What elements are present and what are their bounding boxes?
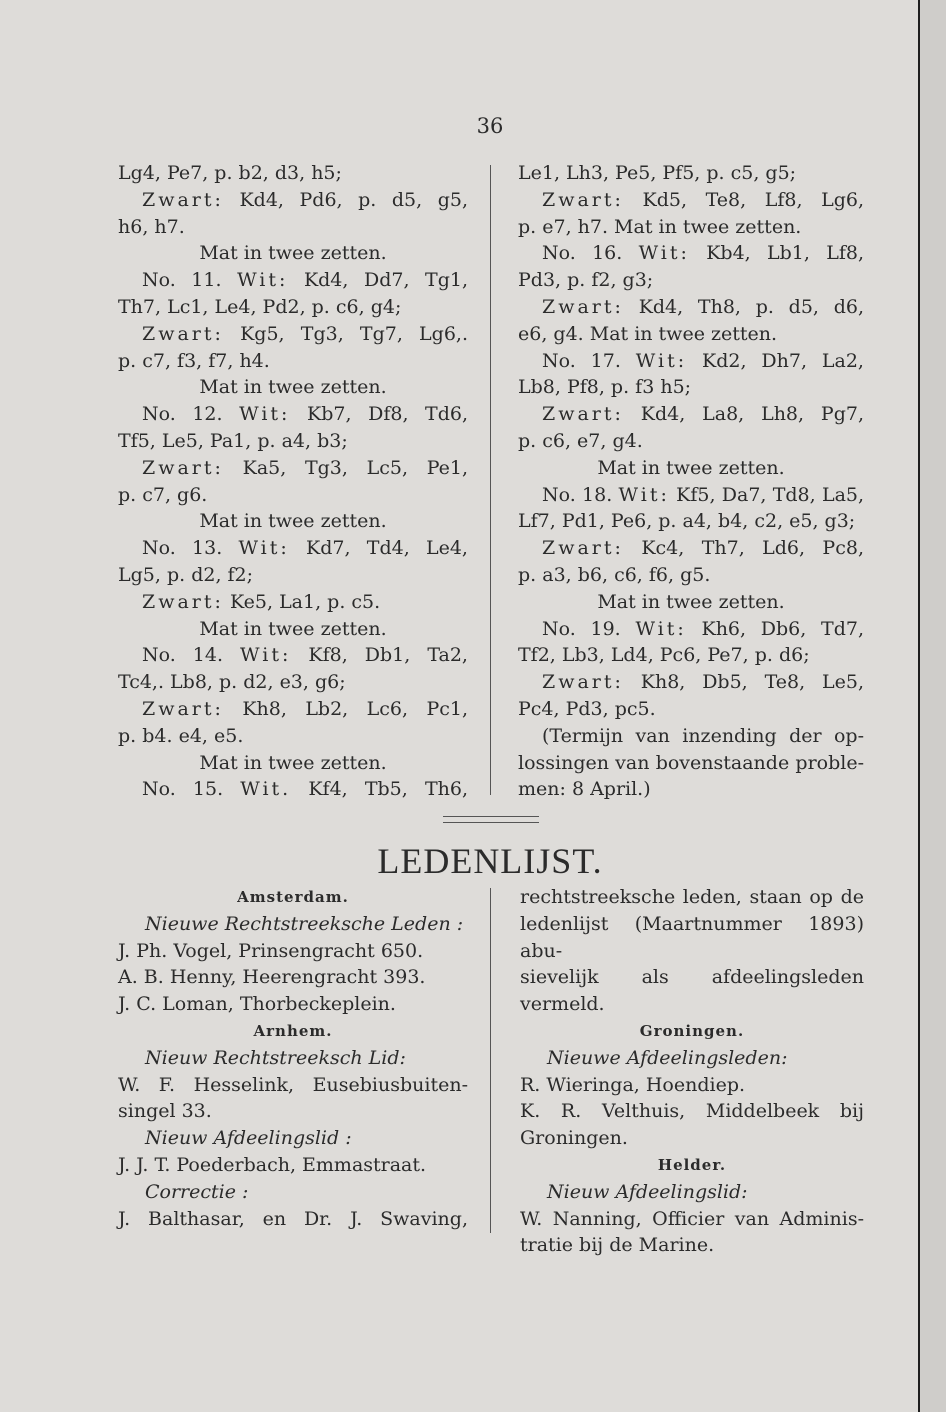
text-line <box>118 911 468 938</box>
line-text: Groningen. <box>520 1127 628 1150</box>
white-pieces: Kf5, Da7, Td8, La5, <box>676 483 865 506</box>
line-text: Mat in twee zetten. <box>199 751 387 774</box>
text-line <box>520 1098 864 1125</box>
line-text: tratie bij de Marine. <box>520 1234 715 1257</box>
line-text: Nieuwe Afdeelingsleden: <box>547 1046 788 1069</box>
line-text: Arnhem. <box>253 1021 333 1040</box>
chess-problems-left-column <box>118 160 468 803</box>
line-text: Lb8, Pf8, p. f3 h5; <box>518 376 692 399</box>
text-line <box>118 482 468 509</box>
line-text: sievelijk als afdeelingsleden vermeld. <box>520 966 864 1016</box>
text-line <box>518 776 864 803</box>
text-line <box>520 884 864 911</box>
text-line <box>118 348 468 375</box>
text-line <box>118 240 468 267</box>
white-label: Wit: <box>237 269 289 292</box>
text-line <box>118 401 468 428</box>
text-line <box>520 1206 864 1233</box>
black-pieces: Kd4, Th8, p. d5, d6, <box>638 295 865 318</box>
text-line <box>118 535 468 562</box>
text-line <box>118 562 468 589</box>
text-line <box>518 160 864 187</box>
white-pieces: Kf8, Db1, Ta2, <box>308 644 468 667</box>
text-line <box>518 750 864 777</box>
text-line <box>118 964 468 991</box>
white-label: Wit. <box>240 778 292 801</box>
line-text: p. b4. e4, e5. <box>118 724 244 747</box>
black-label: Zwart: <box>542 295 624 318</box>
text-line <box>518 696 864 723</box>
line-text: Mat in twee zetten. <box>199 617 387 640</box>
line-text: Lg4, Pe7, p. b2, d3, h5; <box>118 162 342 184</box>
text-line <box>520 1152 864 1179</box>
text-line <box>518 508 864 535</box>
line-text: No. 19. <box>542 617 621 640</box>
text-line <box>520 964 864 1018</box>
line-text: p. c6, e7, g4. <box>518 429 643 452</box>
text-line <box>118 589 468 616</box>
text-line <box>518 267 864 294</box>
white-label: Wit: <box>618 483 670 506</box>
line-text: W. F. Hesselink, Eusebiusbuiten- <box>118 1073 468 1096</box>
text-line <box>518 589 864 616</box>
black-label: Zwart: <box>542 671 624 694</box>
line-text: No. 16. <box>542 242 623 265</box>
line-text: p. e7, h7. Mat in twee zetten. <box>518 215 802 238</box>
line-text: Lg5, p. d2, f2; <box>118 563 254 586</box>
line-text: Tf2, Lb3, Ld4, Pc6, Pe7, p. d6; <box>518 644 810 667</box>
white-pieces: Kd7, Td4, Le4, <box>306 537 468 560</box>
black-label: Zwart: <box>542 188 624 211</box>
line-text: ledenlijst (Maartnummer 1893) abu- <box>520 912 864 962</box>
text-line <box>518 348 864 375</box>
text-line <box>518 669 864 696</box>
white-label: Wit: <box>240 644 292 667</box>
black-pieces: Ka5, Tg3, Lc5, Pe1, <box>242 456 469 479</box>
line-text: Helder. <box>657 1155 727 1174</box>
text-line <box>520 1072 864 1099</box>
line-text: A. B. Henny, Heerengracht 393. <box>118 966 426 989</box>
text-line <box>518 455 864 482</box>
line-text: J. Balthasar, en Dr. J. Swaving, <box>118 1207 468 1230</box>
line-text: p. c7, f3, f7, h4. <box>118 349 270 372</box>
text-line <box>518 401 864 428</box>
black-pieces: Ke5, La1, p. c5. <box>229 590 381 613</box>
white-pieces: Kf4, Tb5, Th6, <box>308 778 468 801</box>
black-label: Zwart: <box>142 322 224 345</box>
text-line <box>118 696 468 723</box>
text-line <box>520 1125 864 1152</box>
line-text: W. Nanning, Officier van Adminis- <box>520 1207 864 1230</box>
text-line <box>118 776 468 803</box>
line-text: Mat in twee zetten. <box>597 590 785 613</box>
line-text: lossingen van bovenstaande proble- <box>518 751 864 774</box>
text-line <box>118 723 468 750</box>
text-line <box>118 1098 468 1125</box>
line-text: Mat in twee zetten. <box>597 456 785 479</box>
black-label: Zwart: <box>542 403 624 426</box>
text-line <box>518 723 864 750</box>
text-line <box>518 374 864 401</box>
text-line <box>118 455 468 482</box>
text-line <box>118 616 468 643</box>
members-left-column <box>118 884 468 1232</box>
white-pieces: Kd4, Dd7, Tg1, <box>303 269 468 292</box>
line-text: R. Wieringa, Hoendiep. <box>520 1073 746 1096</box>
line-text: Groningen. <box>639 1021 745 1040</box>
line-text: Tc4,. Lb8, p. d2, e3, g6; <box>118 671 346 694</box>
text-line <box>518 187 864 214</box>
line-text: J. J. T. Poederbach, Emmastraat. <box>118 1153 427 1176</box>
text-line <box>118 991 468 1018</box>
text-line <box>118 294 468 321</box>
text-line <box>118 1125 468 1152</box>
black-pieces: Kc4, Th7, Ld6, Pc8, <box>641 537 864 560</box>
text-line <box>118 508 468 535</box>
line-text: J. Ph. Vogel, Prinsengracht 650. <box>118 939 424 962</box>
page-number: 36 <box>476 114 504 138</box>
white-label: Wit: <box>635 349 688 372</box>
text-line <box>518 428 864 455</box>
black-pieces: Kh8, Lb2, Lc6, Pc1, <box>242 697 468 720</box>
chess-problems-right-column <box>518 160 864 803</box>
text-line <box>118 321 468 348</box>
section-heading: LEDENLIJST. <box>377 841 603 881</box>
line-text: Amsterdam. <box>237 888 349 906</box>
line-text: e6, g4. Mat in twee zetten. <box>518 322 778 345</box>
text-line <box>118 938 468 965</box>
text-line <box>518 294 864 321</box>
line-text: J. C. Loman, Thorbeckeplein. <box>118 993 396 1016</box>
line-text: p. c7, g6. <box>118 483 208 506</box>
black-label: Zwart: <box>142 456 224 479</box>
line-text: Mat in twee zetten. <box>199 510 387 533</box>
black-pieces: Kd5, Te8, Lf8, Lg6, <box>642 188 865 211</box>
next-page-edge <box>918 0 946 1412</box>
line-text: h6, h7. <box>118 215 185 238</box>
line-text: Nieuw Afdeelingslid: <box>547 1180 748 1203</box>
text-line <box>118 1206 468 1233</box>
members-right-column <box>520 884 864 1259</box>
text-line <box>520 911 864 965</box>
line-text: Th7, Lc1, Le4, Pd2, p. c6, g4; <box>118 295 402 318</box>
text-line <box>118 187 468 214</box>
text-line <box>118 642 468 669</box>
line-text: Pd3, p. f2, g3; <box>518 269 654 292</box>
line-text: Mat in twee zetten. <box>199 242 387 265</box>
text-line <box>118 1072 468 1099</box>
text-line <box>518 616 864 643</box>
line-text: (Termijn van inzending der op- <box>542 724 864 747</box>
line-text: men: 8 April.) <box>518 778 651 801</box>
line-text: No. 17. <box>542 349 621 372</box>
text-line <box>118 884 468 911</box>
line-text: No. 18. <box>542 483 613 506</box>
black-label: Zwart: <box>142 697 224 720</box>
white-label: Wit: <box>238 537 290 560</box>
line-text: Lf7, Pd1, Pe6, p. a4, b4, c2, e5, g3; <box>518 510 856 533</box>
text-line <box>518 321 864 348</box>
text-line <box>118 428 468 455</box>
black-label: Zwart: <box>542 537 624 560</box>
text-line <box>118 160 468 187</box>
text-line <box>520 1045 864 1072</box>
text-line <box>518 214 864 241</box>
text-line <box>118 1152 468 1179</box>
text-line <box>118 374 468 401</box>
text-line <box>118 750 468 777</box>
white-pieces: Kb4, Lb1, Lf8, <box>706 242 865 265</box>
text-line <box>118 1179 468 1206</box>
white-label: Wit: <box>638 242 690 265</box>
line-text: rechtstreeksche leden, staan op de <box>520 886 864 908</box>
black-pieces: Kd4, Pd6, p. d5, g5, <box>239 188 468 211</box>
line-text: Mat in twee zetten. <box>199 376 387 399</box>
white-label: Wit: <box>635 617 687 640</box>
text-line <box>118 1018 468 1045</box>
white-pieces: Kb7, Df8, Td6, <box>307 403 469 426</box>
line-text: Correctie : <box>145 1180 249 1203</box>
white-pieces: Kd2, Dh7, La2, <box>702 349 864 372</box>
text-line <box>518 535 864 562</box>
text-line <box>118 1045 468 1072</box>
text-line <box>518 482 864 509</box>
line-text: No. 12. <box>142 403 223 426</box>
line-text: Le1, Lh3, Pe5, Pf5, p. c5, g5; <box>518 162 797 184</box>
white-label: Wit: <box>239 403 291 426</box>
line-text: K. R. Velthuis, Middelbeek bij <box>520 1100 864 1123</box>
black-label: Zwart: <box>142 188 224 211</box>
line-text: Nieuw Rechtstreeksch Lid: <box>145 1046 406 1069</box>
text-line <box>118 669 468 696</box>
line-text: Nieuw Afdeelingslid : <box>145 1127 352 1150</box>
line-text: No. 13. <box>142 537 223 560</box>
text-line <box>118 267 468 294</box>
line-text: singel 33. <box>118 1100 212 1123</box>
line-text: Nieuwe Rechtstreeksche Leden : <box>145 912 464 935</box>
line-text: p. a3, b6, c6, f6, g5. <box>518 563 711 586</box>
column-divider-top <box>490 165 491 795</box>
section-double-rule <box>443 816 539 823</box>
text-line <box>118 214 468 241</box>
white-pieces: Kh6, Db6, Td7, <box>701 617 864 640</box>
black-pieces: Kd4, La8, Lh8, Pg7, <box>640 403 865 426</box>
text-line <box>518 562 864 589</box>
text-line <box>520 1018 864 1045</box>
line-text: Tf5, Le5, Pa1, p. a4, b3; <box>118 429 348 452</box>
black-pieces: Kh8, Db5, Te8, Le5, <box>640 671 864 694</box>
text-line <box>518 240 864 267</box>
black-label: Zwart: <box>142 590 224 613</box>
text-line <box>520 1179 864 1206</box>
line-text: Pc4, Pd3, pc5. <box>518 697 656 720</box>
line-text: No. 11. <box>142 269 222 292</box>
text-line <box>520 1232 864 1259</box>
black-pieces: Kg5, Tg3, Tg7, Lg6,. <box>240 322 468 345</box>
line-text: No. 15. <box>142 778 224 801</box>
column-divider-bottom <box>490 888 491 1233</box>
line-text: No. 14. <box>142 644 224 667</box>
text-line <box>518 642 864 669</box>
